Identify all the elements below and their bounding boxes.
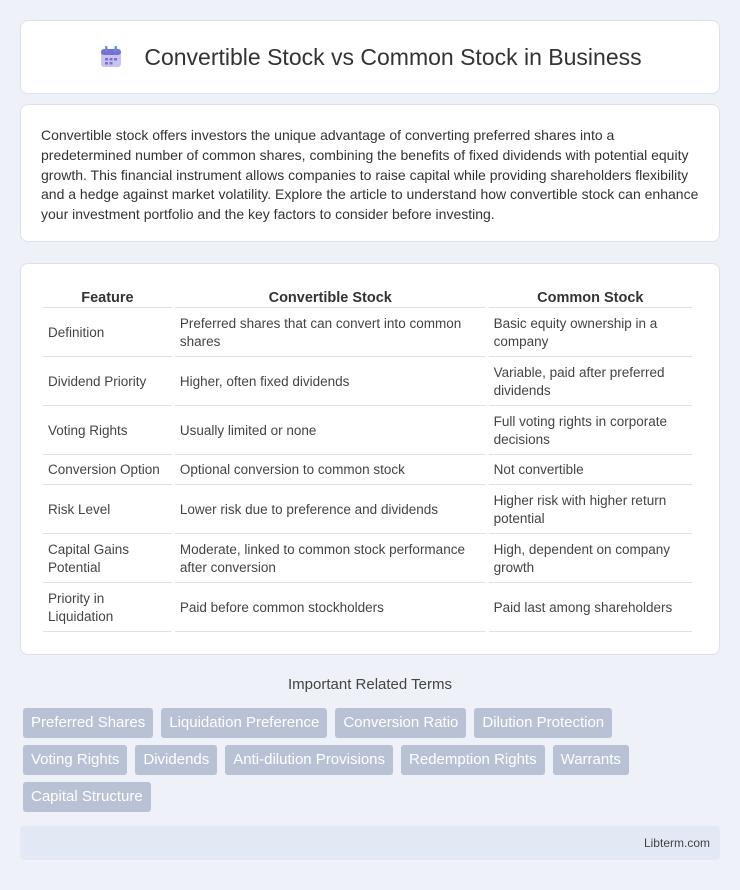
tag-conversion-ratio[interactable]: Conversion Ratio	[335, 708, 466, 738]
header-feature: Feature	[43, 286, 172, 308]
tag-capital-structure[interactable]: Capital Structure	[23, 782, 151, 812]
header-common-stock: Common Stock	[489, 286, 692, 308]
table-cell: Conversion Option	[43, 455, 172, 485]
tag-row	[20, 708, 720, 738]
table-cell: Capital Gains Potential	[43, 534, 172, 583]
table-cell: Priority in Liquidation	[43, 583, 172, 632]
table-row	[43, 357, 692, 406]
table-cell: Full voting rights in corporate decisions	[489, 406, 692, 455]
table-cell: Optional conversion to common stock	[175, 455, 486, 485]
header-convertible-stock: Convertible Stock	[175, 286, 486, 308]
tag-dividends[interactable]: Dividends	[135, 745, 217, 775]
tag-voting-rights[interactable]: Voting Rights	[23, 745, 127, 775]
table-row	[43, 534, 692, 583]
table-cell: Not convertible	[489, 455, 692, 485]
related-terms-title: Important Related Terms	[288, 676, 452, 693]
table-cell: High, dependent on company growth	[489, 534, 692, 583]
table-row	[43, 308, 692, 357]
tag-preferred-shares[interactable]: Preferred Shares	[23, 708, 153, 738]
table-cell: Dividend Priority	[43, 357, 172, 406]
table-cell: Basic equity ownership in a company	[489, 308, 692, 357]
table-header-row	[43, 286, 692, 308]
table-row	[43, 455, 692, 485]
table-row	[43, 406, 692, 455]
footer	[20, 826, 720, 860]
table-cell: Paid before common stockholders	[175, 583, 486, 632]
footer-site[interactable]: Libterm.com	[643, 836, 710, 850]
intro-card	[20, 104, 720, 242]
table-cell: Preferred shares that can convert into common shares	[175, 308, 486, 357]
tag-row	[20, 745, 720, 775]
table-cell: Moderate, linked to common stock performance after conversion	[175, 534, 486, 583]
tag-dilution-protection[interactable]: Dilution Protection	[474, 708, 612, 738]
tag-liquidation-preference[interactable]: Liquidation Preference	[161, 708, 327, 738]
page-title: Convertible Stock vs Common Stock in Business	[144, 43, 642, 70]
table-cell: Paid last among shareholders	[489, 583, 692, 632]
table-cell: Variable, paid after preferred dividends	[489, 357, 692, 406]
intro-text: Convertible stock offers investors the unique advantage of converting preferred shares into a predetermined number of common shares, combining the benefits of fixed dividends with potential equity growth. This financial instrument allows companies to raise capital while providing shareholders flexibility and a hedge against market volatility. Explore the article to understand how convertible stock can enhance your investment portfolio and the key factors to consider before investing.	[41, 127, 699, 223]
table-row	[43, 485, 692, 534]
table-cell: Risk Level	[43, 485, 172, 534]
table-row	[43, 583, 692, 632]
table-cell: Lower risk due to preference and dividends	[175, 485, 486, 534]
related-terms-tags	[20, 708, 720, 819]
table-cell: Higher risk with higher return potential	[489, 485, 692, 534]
tag-warrants[interactable]: Warrants	[553, 745, 629, 775]
table-cell: Voting Rights	[43, 406, 172, 455]
tag-anti-dilution-provisions[interactable]: Anti-dilution Provisions	[225, 745, 393, 775]
title-card	[20, 20, 720, 94]
tag-row	[20, 782, 720, 812]
table-cell: Higher, often fixed dividends	[175, 357, 486, 406]
table-cell: Definition	[43, 308, 172, 357]
calendar-icon	[98, 44, 124, 70]
table-cell: Usually limited or none	[175, 406, 486, 455]
tag-redemption-rights[interactable]: Redemption Rights	[401, 745, 545, 775]
comparison-table	[40, 286, 695, 632]
comparison-table-card	[20, 263, 720, 655]
